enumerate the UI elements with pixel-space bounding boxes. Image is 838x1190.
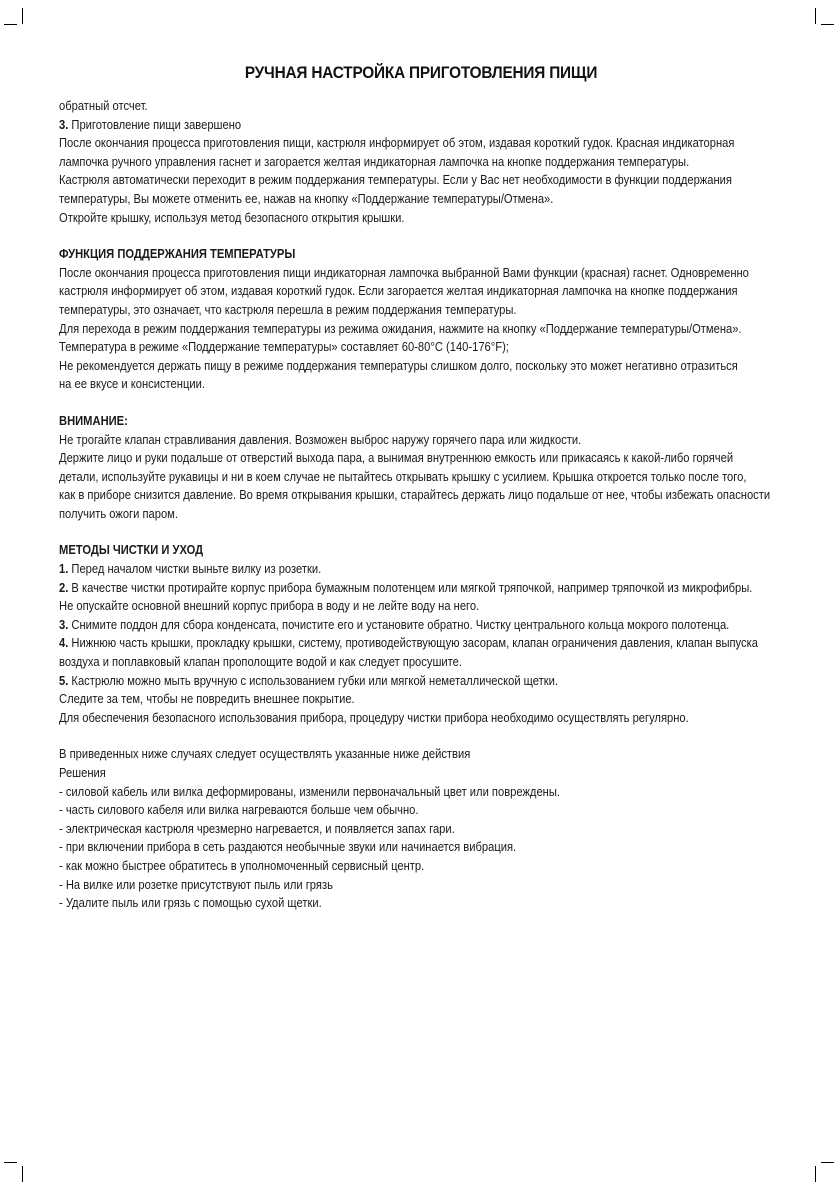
list-item-continuation: воздуха и поплавковый клапан прополощите водой и как следует просушите. (59, 654, 463, 670)
intro-section (59, 97, 783, 227)
item-text: Нижнюю часть крышки, прокладку крышки, систему, противодействующую засорам, клапан ограничения давления, клапан выпуска (68, 635, 758, 651)
item-number: 4. (59, 635, 69, 651)
paragraph-line: Откройте крышку, используя метод безопасного открытия крышки. (59, 209, 405, 225)
warning-section (59, 412, 783, 524)
list-item (59, 616, 782, 635)
list-item-continuation: Для обеспечения безопасного использования прибора, процедуру чистки прибора необходимо осуществлять регулярно. (59, 709, 689, 725)
section-heading: ВНИМАНИЕ: (59, 412, 128, 428)
item-text: Кастрюлю можно мыть вручную с использованием губки или мягкой неметаллической щетки. (68, 672, 558, 688)
paragraph-line: Держите лицо и руки подальше от отверстий выхода пара, а вынимая внутреннюю емкость или прикасаясь к какой-либо горячей (59, 450, 734, 466)
section-heading: ФУНКЦИЯ ПОДДЕРЖАНИЯ ТЕМПЕРАТУРЫ (59, 246, 296, 262)
dash-list-item: - электрическая кастрюля чрезмерно нагревается, и появляется запах гари. (59, 820, 455, 836)
section-heading: МЕТОДЫ ЧИСТКИ И УХОД (59, 542, 204, 558)
paragraph-line: После окончания процесса приготовления пищи индикаторная лампочка выбранной Вами функции (красная) гаснет. Одновременно (59, 264, 749, 280)
dash-list-item: - при включении прибора в сеть раздаются необычные звуки или начинается вибрация. (59, 839, 517, 855)
item-number: 1. (59, 561, 69, 577)
dash-list-item: - Удалите пыль или грязь с помощью сухой щетки. (59, 895, 322, 911)
crop-mark-bottom-left-h (4, 1162, 17, 1163)
paragraph-line: Решения (59, 765, 106, 780)
paragraph-line: Не трогайте клапан стравливания давления. Возможен выброс наружу горячего пара или жидкости. (59, 431, 582, 447)
cases-section (59, 745, 783, 912)
dash-list-item: - часть силового кабеля или вилка нагреваются больше чем обычно. (59, 802, 419, 818)
page-title: РУЧНАЯ НАСТРОЙКА ПРИГОТОВЛЕНИЯ ПИЩИ (244, 64, 598, 82)
paragraph-line: Не рекомендуется держать пищу в режиме поддержания температуры слишком долго, поскольку это может негативно отразиться (59, 357, 738, 373)
keep-warm-section (59, 245, 783, 394)
paragraph-line: Температура в режиме «Поддержание температуры» составляет 60-80°С (140-176°F); (59, 339, 509, 355)
list-item (59, 672, 782, 691)
crop-mark-top-left-h (4, 24, 17, 25)
dash-list-item: - силовой кабель или вилка деформированы, изменили первоначальный цвет или повреждены. (59, 783, 560, 799)
list-item (59, 634, 782, 653)
document-page (59, 64, 783, 913)
paragraph-line: температуры, это означает, что кастрюля перешла в режим поддержания температуры. (59, 301, 517, 317)
list-item (59, 579, 782, 598)
paragraph-line: на ее вкусе и консистенции. (59, 376, 205, 392)
paragraph-line: Кастрюля автоматически переходит в режим поддержания температуры. Если у Вас нет необходимости в функции поддержания (59, 172, 732, 188)
paragraph-line: После окончания процесса приготовления пищи, кастрюля информирует об этом, издавая короткий гудок. Красная индикаторная (59, 135, 735, 151)
crop-mark-top-left (22, 8, 23, 24)
crop-mark-top-right-h (821, 24, 834, 25)
crop-mark-bottom-left (22, 1166, 23, 1182)
step-text: Приготовление пищи завершено (68, 116, 242, 132)
item-text: Снимите поддон для сбора конденсата, почистите его и установите обратно. Чистку центрального кольца мокрого полотенца. (68, 616, 730, 632)
crop-mark-bottom-right (815, 1166, 816, 1182)
list-item-continuation: Следите за тем, чтобы не повредить внешнее покрытие. (59, 691, 355, 707)
step-number: 3. (59, 116, 69, 132)
item-text: В качестве чистки протирайте корпус прибора бумажным полотенцем или мягкой тряпочкой, например тряпочкой из микрофибры. (68, 579, 753, 595)
step-3-line (59, 116, 782, 135)
crop-mark-bottom-right-h (821, 1162, 834, 1163)
crop-mark-top-right (815, 8, 816, 24)
list-item (59, 560, 782, 579)
paragraph-line: как в приборе снизится давление. Во время открывания крышки, старайтесь держать лицо подальше от нее, чтобы избежать опасности (59, 487, 771, 503)
dash-list-item: - как можно быстрее обратитесь в уполномоченный сервисный центр. (59, 857, 425, 873)
list-item-continuation: Не опускайте основной внешний корпус прибора в воду и не лейте воду на него. (59, 598, 480, 614)
item-number: 2. (59, 579, 69, 595)
item-text: Перед началом чистки выньте вилку из розетки. (68, 561, 322, 577)
paragraph-line: лампочка ручного управления гаснет и загорается желтая индикаторная лампочка на кнопке поддержания температуры. (59, 153, 690, 169)
paragraph-line: получить ожоги паром. (59, 505, 178, 521)
paragraph-line: температуры, Вы можете отменить ее, нажав на кнопку «Поддержание температуры/Отмена». (59, 190, 554, 206)
paragraph-line: Для перехода в режим поддержания температуры из режима ожидания, нажмите на кнопку «Поддержание температуры/Отмена». (59, 320, 742, 336)
item-number: 5. (59, 672, 69, 688)
paragraph-line: кастрюля информирует об этом, издавая короткий гудок. Если загорается желтая индикаторная лампочка на кнопке поддержания (59, 283, 738, 299)
paragraph-line: обратный отсчет. (59, 98, 148, 113)
cleaning-section (59, 541, 783, 727)
paragraph-line: детали, используйте рукавицы и ни в коем случае не пытайтесь открывать крышку с усилием. Крышка откроется только после того, (59, 468, 747, 484)
item-number: 3. (59, 616, 69, 632)
paragraph-line: В приведенных ниже случаях следует осуществлять указанные ниже действия (59, 746, 471, 762)
dash-list-item: - На вилке или розетке присутствуют пыль или грязь (59, 876, 333, 892)
